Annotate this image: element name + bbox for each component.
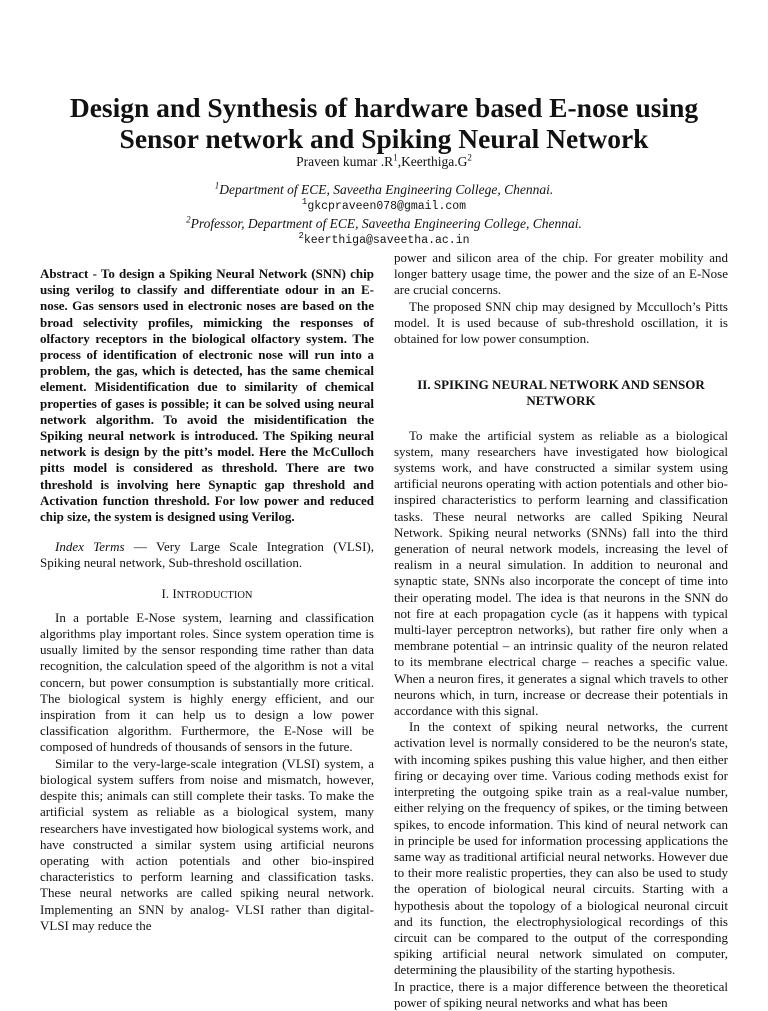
- email-2-text: keerthiga@saveetha.ac.in: [303, 234, 470, 247]
- intro-paragraph-2: Similar to the very-large-scale integration (VLSI) system, a biological system suffers from noise and mismatch, however, despite this; animals can still complete their tasks. To make the artificial system as reliable as a biological system, many researchers have investigated how biological systems work, and have constructed a similar system using artificial neurons operating with action potentials and other bio-inspired characteristics to perform learning and classification tasks. These neural networks are called spiking neural network. Implementing an SNN by analog- VLSI rather than digital-VLSI may reduce the: [40, 755, 374, 933]
- section-heading-introduction: [40, 586, 374, 604]
- index-terms-label: Index Terms: [55, 539, 125, 555]
- index-terms-text: — Very Large Scale Integration (VLSI), Spiking neural network, Sub-threshold oscillation.: [40, 539, 374, 571]
- author-2-sup: 2: [467, 152, 472, 163]
- snn-paragraph-3: In practice, there is a major difference between the theoretical power of spiking neural networks and what has been: [394, 978, 728, 1010]
- snn-paragraph-2: In the context of spiking neural networks, the current activation level is normally considered to be the neuron's state, with incoming spikes pushing this value higher, and then either firing or decaying over time. Various coding methods exist for interpreting the outgoing spike train as a real-value number, either relying on the frequency of spikes, or the timing between spikes, to encode information. This kind of neural network can in principle be used for information processing applications the same way as traditional artificial neural networks. However due to their more realistic properties, they can also be used to study the operation of biological neural circuits. Starting with a hypothesis about the topology of a biological neuronal circuit and its function, the electrophysiological recordings of this circuit can be compared to the output of the corresponding spiking artificial neural network simulated on computer, determining the plausibility of the starting hypothesis.: [394, 719, 728, 978]
- right-column: [394, 250, 728, 1011]
- email-2-sup: 2: [298, 231, 304, 242]
- author-1-sup: 1: [393, 152, 398, 163]
- email-1-sup: 1: [301, 197, 308, 208]
- email-2: [0, 231, 768, 247]
- affiliation-1: [0, 182, 768, 198]
- snn-paragraph-1: To make the artificial system as reliable as a biological system, many researchers have investigated how biological systems work, and have constructed a similar system using artificial neurons operating with action potentials and other bio-inspired characteristics to perform learning and classification tasks. These neural networks are called Spiking Neural Network. Spiking neural networks (SNNs) fall into the third generation of neural network models, increasing the level of realism in a neural simulation. In addition to neuronal and synaptic state, SNNs also incorporate the concept of time into their operating model. The idea is that neurons in the SNN do not fire at each propagation cycle (as it happens with typical multi-layer perceptron networks), but rather fire only when a membrane potential – an intrinsic quality of the neuron related to its membrane electrical charge – reaches a specific value. When a neuron fires, it generates a signal which travels to other neurons which, in turn, increase or decrease their potentials in accordance with this signal.: [394, 427, 728, 719]
- intro-heading-rest: NTRODUCTION: [176, 589, 253, 601]
- section-heading-snn: II. SPIKING NEURAL NETWORK AND SENSOR NETWORK: [417, 377, 705, 409]
- paper-title: Design and Synthesis of hardware based E-nose using Sensor network and Spiking Neural Network: [69, 92, 699, 154]
- left-column: [40, 266, 374, 934]
- email-1-text: gkcpraveen078@gmail.com: [307, 200, 467, 213]
- author-1-name: Praveen kumar .R: [296, 154, 394, 169]
- index-terms: [40, 539, 374, 571]
- affiliation-1-sup: 1: [214, 180, 220, 191]
- intro-heading-num: I. I: [161, 585, 177, 601]
- affiliation-2-text: Professor, Department of ECE, Saveetha Engineering College, Chennai.: [190, 216, 582, 231]
- paragraph-snn-chip: The proposed SNN chip may designed by Mcculloch’s Pitts model. It is used because of sub-threshold oscillation, it is obtained for low power consumption.: [394, 298, 728, 347]
- author-2-name: Keerthiga.G: [401, 154, 468, 169]
- affiliation-1-text: Department of ECE, Saveetha Engineering College, Chennai.: [219, 182, 554, 197]
- author-line: [0, 154, 768, 170]
- affiliation-2: [0, 216, 768, 232]
- affiliation-2-sup: 2: [186, 214, 191, 225]
- email-1: [0, 197, 768, 213]
- paragraph-continued: power and silicon area of the chip. For greater mobility and longer battery usage time, the power and the size of an E-Nose are crucial concerns.: [394, 250, 728, 298]
- author-separator: ,: [397, 154, 402, 169]
- intro-paragraph-1: In a portable E-Nose system, learning and classification algorithms play important roles. Since system operation time is usually limited by the sensor responding time rather than data recognition, the calculation speed of the algorithm is not a vital concern, but power consumption is substantially more critical. The biological system is highly energy efficient, and our inspiration from it can help us to design a low power classification algorithm. Furthermore, the E-Nose will be composed of hundreds of thousands of sensors in the future.: [40, 609, 374, 755]
- abstract: Abstract - To design a Spiking Neural Network (SNN) chip using verilog to classify and differentiate odour in an E-nose. Gas sensors used in electronic noses are based on the broad selectivity profiles, mimicking the responses of olfactory receptors in the biological olfactory system. The process of identification of electronic nose will run into a problem, the gas, which is detected, has the same chemical element. Misidentification due to similarity of chemical properties of gases is possible; it can be solved using neural network algorithm. To avoid the misidentification the Spiking neural network is introduced. The Spiking neural network is design by the pitt’s model. Here the McCulloch pitts model is considered as threshold. There are two threshold is involving here Synaptic gap threshold and Activation function threshold. For low power and reduced chip size, the system is designed using Verilog.: [40, 266, 374, 525]
